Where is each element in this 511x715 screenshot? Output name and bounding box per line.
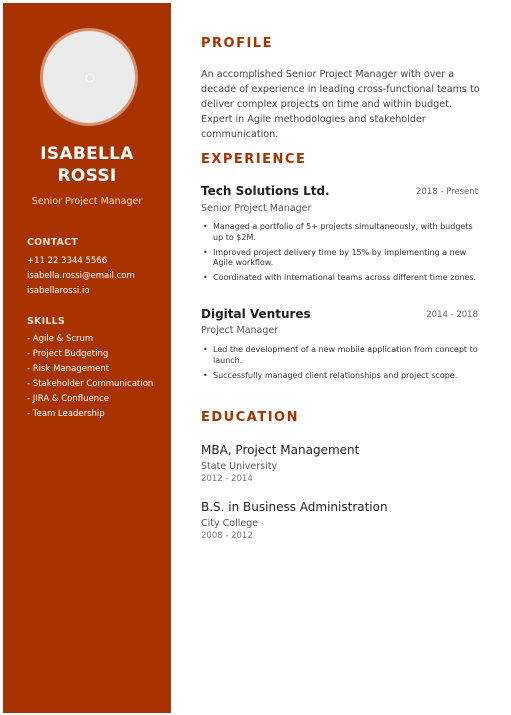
experience-heading: EXPERIENCE <box>201 152 307 167</box>
sidebar <box>3 3 171 713</box>
first-name: ISABELLA <box>40 144 134 164</box>
job-title: Project Manager <box>201 325 279 336</box>
contact-phone: +11 22 3344 5566 <box>27 256 108 266</box>
job-bullets <box>201 222 481 288</box>
profile-photo-placeholder <box>40 28 138 126</box>
contact-heading: CONTACT <box>27 237 78 248</box>
education-years: 2008 - 2012 <box>201 531 253 541</box>
job-bullet: • Improved project delivery time by 15% by implementing a new Agile workflow. <box>201 248 481 269</box>
degree: MBA, Project Management <box>201 443 360 457</box>
job-title: Senior Project Manager <box>201 203 312 214</box>
job-bullet: • Successfully managed client relationships and project scope. <box>201 371 481 382</box>
contact-email[interactable]: isabella.rossi@email.com <box>27 271 135 281</box>
school: City College <box>201 518 259 529</box>
photo-icon <box>86 74 94 82</box>
school: State University <box>201 461 278 472</box>
job-bullet: • Led the development of a new mobile application from concept to launch. <box>201 345 481 366</box>
last-name: ROSSI <box>57 166 117 186</box>
job-dates: 2018 - Present <box>416 187 478 197</box>
job-dates: 2014 - 2018 <box>426 310 478 320</box>
job-bullet: • Managed a portfolio of 5+ projects simultaneously, with budgets up to $2M. <box>201 222 481 243</box>
skill-item: - JIRA & Confluence <box>27 394 109 404</box>
job-role: Senior Project Manager <box>31 196 143 207</box>
degree: B.S. in Business Administration <box>201 500 388 514</box>
skills-heading: SKILLS <box>27 316 65 327</box>
job-company: Tech Solutions Ltd. <box>201 184 330 198</box>
skill-item: - Stakeholder Communication <box>27 379 154 389</box>
full-name <box>3 143 171 187</box>
education-years: 2012 - 2014 <box>201 474 253 484</box>
profile-heading: PROFILE <box>201 36 273 51</box>
job-bullets <box>201 345 481 386</box>
skill-item: - Project Budgeting <box>27 349 109 359</box>
job-bullet: • Coordinated with international teams across different time zones. <box>201 273 481 284</box>
job-company: Digital Ventures <box>201 307 311 321</box>
education-heading: EDUCATION <box>201 410 299 425</box>
profile-text: An accomplished Senior Project Manager with over a decade of experience in leading cross-functional teams to deliver complex projects on time and within budget. Expert in Agile methodologies and stakeholder communication. <box>201 69 480 140</box>
contact-website[interactable]: isabellarossi.io <box>27 286 90 296</box>
skill-item: - Agile & Scrum <box>27 334 94 344</box>
main-content <box>171 3 509 713</box>
skill-item: - Team Leadership <box>27 409 105 419</box>
skill-item: - Risk Management <box>27 364 110 374</box>
